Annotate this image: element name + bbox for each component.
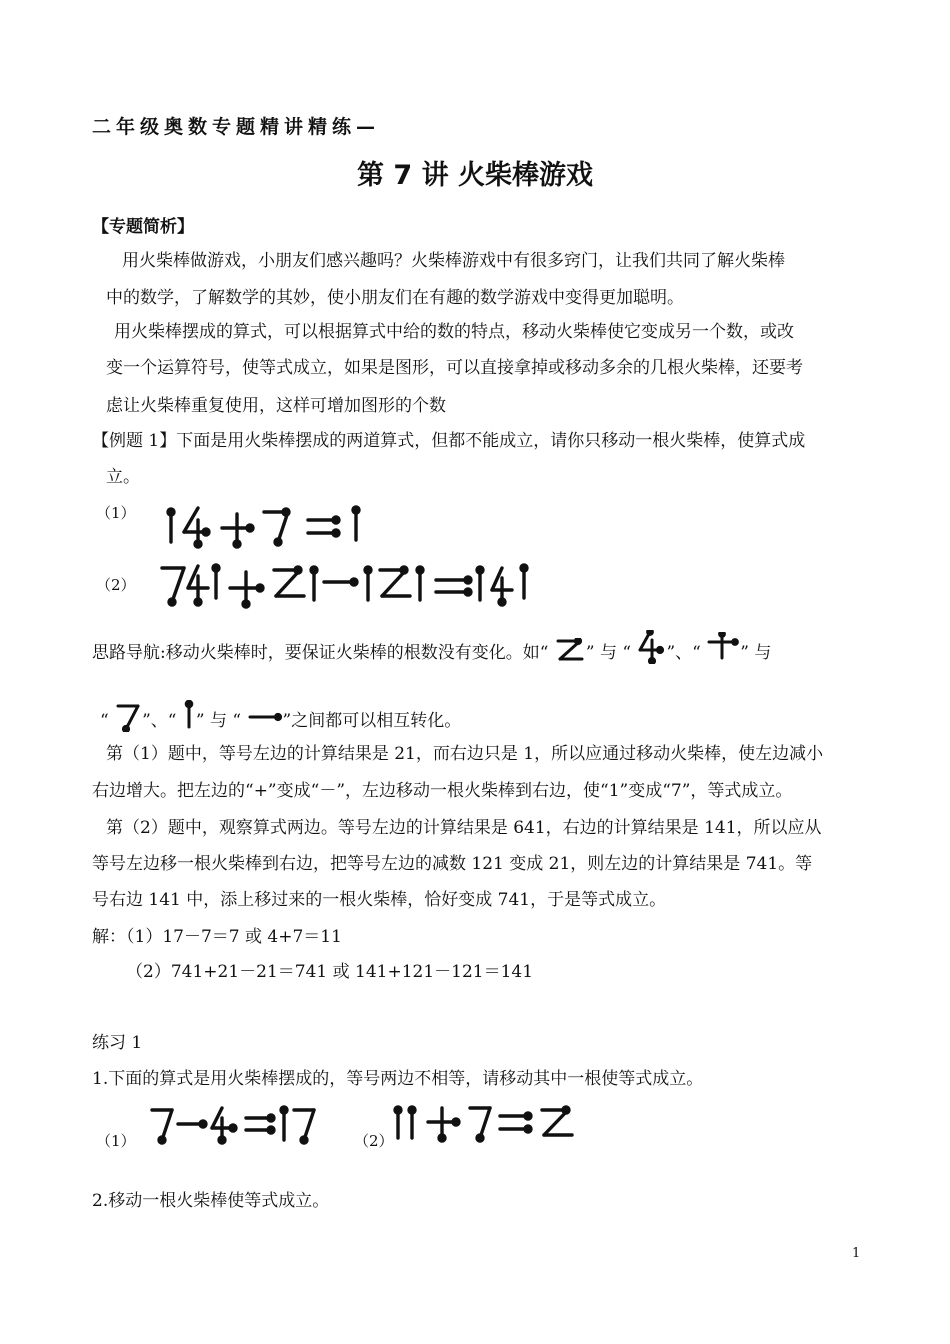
analysis-line: 用火柴棒做游戏，小朋友们感兴趣吗？火柴棒游戏中有很多窍门，让我们共同了解火柴棒 [122, 251, 785, 271]
matchstick-practice-equation-1 [148, 1104, 323, 1148]
analysis-line: 用火柴棒摆成的算式，可以根据算式中给的数的特点，移动火柴棒使它变成另一个数，或改 [114, 322, 794, 342]
matchstick-minus-icon [247, 708, 283, 722]
hint-sep: ”、“ [666, 643, 701, 663]
hint-sep: ”、“ [142, 711, 177, 731]
page-number: 1 [852, 1246, 861, 1261]
explain-line: 第（2）题中，观察算式两边。等号左边的计算结果是 641，右边的计算结果是 141，所以应从 [106, 818, 822, 838]
explain-line: 第（1）题中，等号左边的计算结果是 21，而右边只是 1，所以应通过移动火柴棒，使左边减小 [106, 744, 824, 764]
explain-line: 号右边 141 中，添上移过来的一根火柴棒，恰好变成 741，于是等式成立。 [92, 890, 667, 910]
section-heading: 【专题简析】 [92, 217, 194, 237]
equation-label-2: （2） [96, 576, 136, 594]
matchstick-seven-icon [114, 702, 142, 732]
open-quote: “ [100, 711, 109, 731]
solution-line: （2）741+21－21＝741 或 141+121－121＝141 [126, 962, 534, 982]
explain-line: 等号左边移一根火柴棒到右边，把等号左边的减数 121 变成 21，则左边的计算结果是 741。等 [92, 854, 813, 874]
open-quote: “ [539, 643, 549, 663]
series-title: 二年级奥数专题精讲精练— [92, 116, 381, 138]
hint-line-2 [100, 700, 461, 732]
matchstick-practice-equation-2 [392, 1102, 577, 1146]
open-quote: “ [622, 643, 632, 663]
matchstick-equation-2 [158, 560, 538, 610]
example-heading-line: 立。 [106, 467, 140, 487]
practice-heading: 练习 1 [92, 1033, 143, 1053]
matchstick-plus-icon [706, 632, 740, 660]
practice-question-2: 2.移动一根火柴棒使等式成立。 [92, 1191, 330, 1211]
hint-and: 与 [748, 643, 772, 663]
matchstick-z-icon [554, 638, 586, 662]
hint-prefix: 思路导航:移动火柴棒时，要保证火柴棒的根数没有变化。如 [92, 643, 540, 663]
solution-line: 解：（1）17－7＝7 或 4+7＝11 [92, 927, 342, 947]
hint-line-1 [92, 630, 771, 664]
analysis-line: 虑让火柴棒重复使用，这样可增加图形的个数 [106, 396, 446, 416]
practice-label-1: （1） [96, 1132, 136, 1150]
analysis-line: 中的数学，了解数学的其妙，使小朋友们在有趣的数学游戏中变得更加聪明。 [106, 288, 684, 308]
analysis-line: 变一个运算符号，使等式成立，如果是图形，可以直接拿掉或移动多余的几根火柴棒，还要考 [106, 358, 803, 378]
practice-label-2: （2） [354, 1132, 394, 1150]
hint-and: ” 与 “ [195, 711, 242, 731]
explain-line: 右边增大。把左边的“+”变成“－”，左边移动一根火柴棒到右边，使“1”变成“7”，等式成立。 [92, 781, 793, 801]
matchstick-four-icon [636, 630, 666, 664]
matchstick-one-icon [182, 700, 196, 730]
close-quote: ” [740, 643, 749, 663]
lesson-title: 第 7 讲 火柴棒游戏 [357, 160, 593, 191]
hint-and: 与 [594, 643, 623, 663]
equation-label-1: （1） [96, 504, 136, 522]
hint-end: ”之间都可以相互转化。 [282, 711, 462, 731]
example-heading-line: 【例题 1】下面是用火柴棒摆成的两道算式，但都不能成立，请你只移动一根火柴棒，使算式成 [92, 431, 806, 451]
close-quote: ” [585, 643, 595, 663]
matchstick-equation-1 [160, 504, 370, 550]
practice-question-1: 1.下面的算式是用火柴棒摆成的，等号两边不相等，请移动其中一根使等式成立。 [92, 1069, 704, 1089]
